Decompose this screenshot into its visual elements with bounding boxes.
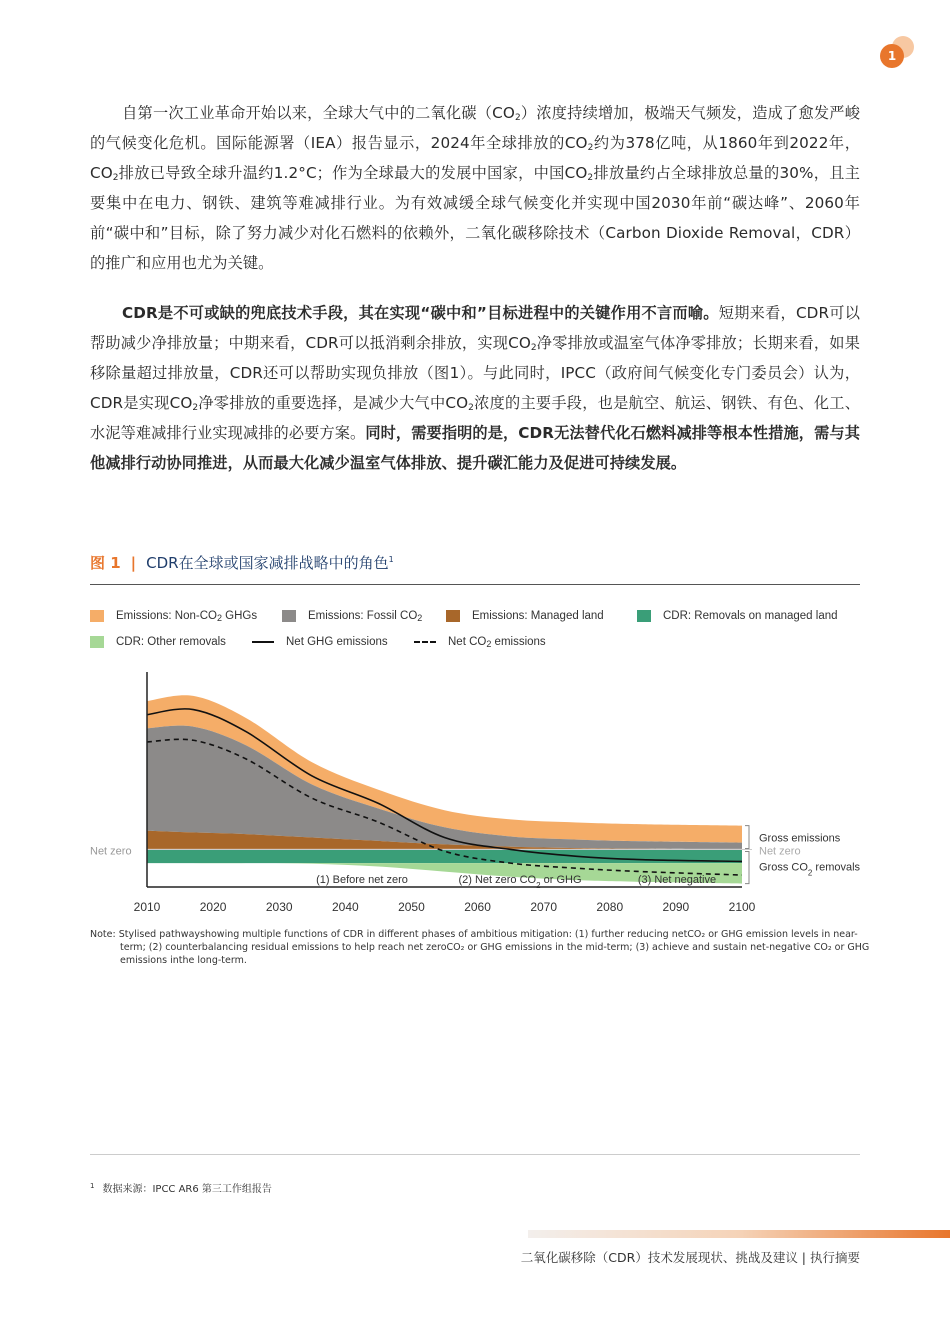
figure-caption: CDR在全球或国家减排战略中的角色	[146, 554, 389, 572]
paragraph-2	[90, 298, 860, 478]
legend-item-fossil	[282, 610, 422, 622]
x-tick-label: 2080	[596, 900, 624, 914]
x-tick-label: 2090	[662, 900, 690, 914]
legend-swatch-removals-managed	[637, 610, 651, 622]
p1-sub: 2	[587, 173, 594, 183]
legend-label-managed-land: Emissions: Managed land	[472, 610, 604, 622]
legend-label-non-co2	[116, 610, 257, 622]
p2-text-a: 短期来看，CDR可以帮助减少净排放量；中期来看，CDR可以抵消剩余排放，实现CO	[90, 304, 860, 352]
p2-bold-tail: 同时，需要指明的是，CDR无法替代化石燃料减排等根本性措施，需与其他减排行动协同推进，从而最大化减少温室气体排放、提升碳汇能力及促进可持续发展。	[90, 424, 860, 472]
figure-rule	[90, 584, 860, 585]
x-tick-label: 2030	[265, 900, 293, 914]
x-tick-label: 2100	[728, 900, 756, 914]
legend-label-net-co2	[448, 636, 546, 648]
p2-sub: 2	[192, 403, 199, 413]
p1-text-c: 约为378亿吨，从1860年到2022年，CO	[90, 134, 860, 182]
p2-sub: 2	[468, 403, 474, 413]
phase-2-label: (2) Net zero $CO_2$ or GHG	[458, 874, 582, 890]
legend-line-net-co2	[414, 641, 436, 643]
p2-sub: 2	[530, 343, 537, 353]
gross-removals-bracket	[745, 851, 749, 883]
legend-swatch-non-co2	[90, 610, 104, 622]
p1-text-a: 自第一次工业革命开始以来，全球大气中的二氧化碳（CO	[122, 104, 515, 122]
page-number: 1	[880, 44, 904, 68]
footnote-marker: 1	[90, 1181, 95, 1190]
legend-item-net-co2	[414, 636, 546, 648]
page-number-badge	[880, 36, 914, 70]
legend-sub: 2	[486, 639, 492, 649]
net-zero-label: Net zero	[90, 845, 132, 858]
figure-separator: |	[130, 554, 137, 572]
legend-line-net-ghg	[252, 641, 274, 643]
legend-item-non-co2	[90, 610, 257, 622]
legend-text: Net CO	[448, 636, 487, 648]
net-zero-right-label: Net zero	[759, 845, 801, 858]
phase-1-label: (1) Before net zero	[316, 874, 408, 886]
x-tick-label: 2040	[331, 900, 359, 914]
footnote-rule	[90, 1154, 860, 1155]
legend-label-net-ghg: Net GHG emissions	[286, 636, 388, 648]
p2-text-c: 净零排放的重要选择，是减少大气中CO	[198, 394, 469, 412]
cdr-pathway-chart	[90, 660, 880, 922]
paragraph-1	[90, 98, 860, 278]
phase-3-label: (3) Net negative	[637, 874, 717, 886]
legend-text: GHGs	[221, 610, 258, 622]
figure-title	[90, 552, 394, 573]
p1-text-b: ）浓度持续增加，极端天气频发，造成了愈发严峻的气候变化危机。国际能源署（IEA）报告显示，2024年全球排放的CO	[90, 104, 860, 152]
legend-item-removals-managed	[637, 610, 838, 622]
p1-sub: 2	[587, 143, 594, 153]
legend-swatch-managed-land	[446, 610, 460, 622]
gross-emissions-bracket	[745, 826, 749, 849]
legend-label-removals-managed: CDR: Removals on managed land	[663, 610, 838, 622]
legend-swatch-fossil	[282, 610, 296, 622]
legend-text: Emissions: Non-CO	[116, 610, 217, 622]
x-tick-label: 2060	[464, 900, 491, 914]
figure-number: 图 1	[90, 554, 121, 572]
legend-item-other-removals	[90, 636, 226, 648]
legend-item-net-ghg	[252, 636, 388, 648]
figure-caption-footnote-ref: 1	[388, 555, 394, 564]
legend-item-managed-land	[446, 610, 604, 622]
legend-text: emissions	[491, 636, 546, 648]
legend-label-other-removals: CDR: Other removals	[116, 636, 226, 648]
x-tick-label: 2020	[199, 900, 227, 914]
legend-swatch-other-removals	[90, 636, 104, 648]
x-tick-label: 2070	[530, 900, 558, 914]
gross-removals-label: Gross $CO_2$ removals	[759, 861, 861, 877]
x-tick-label: 2050	[398, 900, 425, 914]
p1-text-e: 排放量约占全球排放总量的30%，且主要集中在电力、钢铁、建筑等难减排行业。为有效减缓全球气候变化并实现中国2030年前“碳达峰”、2060年前“碳中和”目标，除了努力减少对化石燃料的依赖外，二氧化碳移除技术（Carbon Dioxide Removal，CDR）的推广和应用也尤为关键。	[90, 164, 860, 272]
footnote-text: 数据来源：IPCC AR6 第三工作组报告	[102, 1184, 272, 1195]
footnote	[90, 1180, 272, 1195]
p2-bold-lead: CDR是不可或缺的兜底技术手段，其在实现“碳中和”目标进程中的关键作用不言而喻。	[122, 304, 719, 322]
footer-gradient-bar	[528, 1230, 950, 1238]
p2-text-d: 浓度的主要手段，也是航空、航运、钢铁、有色、化工、水泥等难减排行业实现减排的必要方案。	[90, 394, 861, 442]
legend-sub: 2	[417, 613, 423, 623]
p1-sub: 2	[514, 113, 521, 123]
gross-emissions-label: Gross emissions	[759, 832, 841, 845]
figure-note: Note: Stylised pathwayshowing multiple functions of CDR in different phases of ambitious mitigation: (1) further reducing netCO₂ or GHG emission levels in near-term; (2) counterbalancing residual emissions to help reach net zeroCO₂ or GHG emissions in the mid-term; (3) achieve and sustain net-negative CO₂ or GHG emissions inthe long-term.	[90, 929, 870, 966]
x-tick-label: 2010	[133, 900, 161, 914]
p2-text-b: 净零排放或温室气体净零排放；长期来看，如果移除量超过排放量，CDR还可以帮助实现负排放（图1）。与此同时，IPCC（政府间气候变化专门委员会）认为，CDR是实现CO	[90, 334, 860, 412]
legend-label-fossil	[308, 610, 422, 622]
series-area-removals-managed	[147, 849, 742, 863]
p1-sub: 2	[112, 173, 119, 183]
running-footer: 二氧化碳移除（CDR）技术发展现状、挑战及建议 | 执行摘要	[520, 1250, 860, 1265]
legend-text: Emissions: Fossil CO	[308, 610, 418, 622]
legend-sub: 2	[216, 613, 222, 623]
p1-text-d: 排放已导致全球升温约1.2°C；作为全球最大的发展中国家，中国CO	[118, 164, 588, 182]
